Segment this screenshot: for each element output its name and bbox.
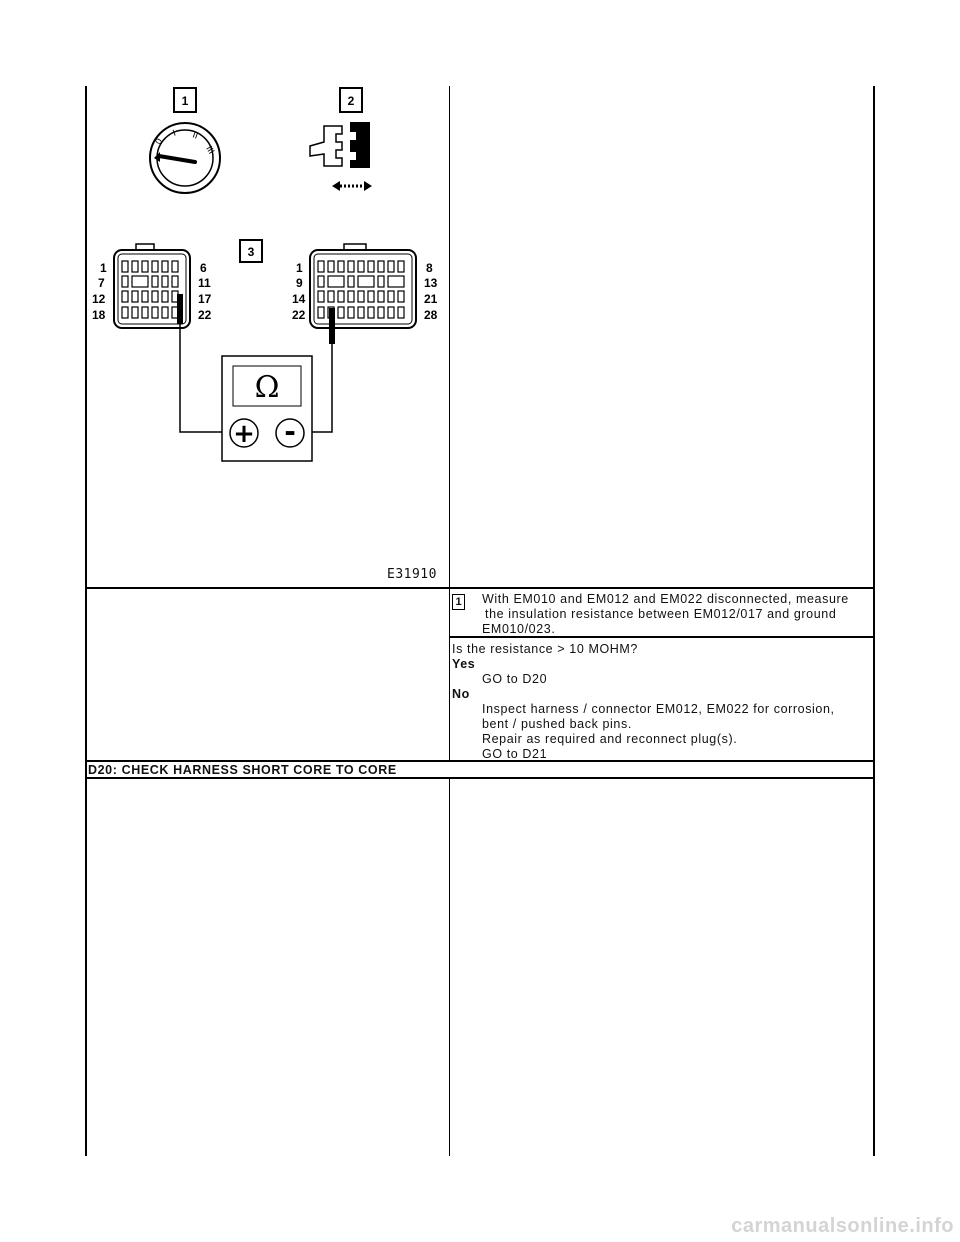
callout-box-2 [340,88,362,112]
step-line-2: the insulation resistance between EM012/017 and ground [485,607,837,621]
no-action-line-2: bent / pushed back pins. [482,717,632,731]
callout-3: 3 [247,245,255,259]
wiring-test-diagram [88,86,448,586]
step-number-box: 1 [452,594,465,610]
svg-text:I: I [171,127,178,138]
left-pin-17: 17 [198,292,212,306]
connector-disconnect-icon [310,122,372,191]
left-connector [114,244,190,328]
multimeter-icon [222,356,312,461]
callout-box-3 [240,240,262,262]
row-divider-figure [86,587,874,589]
right-pin-1: 1 [296,261,303,275]
right-pin-14: 14 [292,292,306,306]
left-pin-7: 7 [98,276,105,290]
right-pin-22: 22 [292,308,306,322]
right-connector [310,244,416,344]
callout-2: 2 [347,94,355,108]
right-pin-28: 28 [424,308,438,322]
left-pin-12: 12 [92,292,106,306]
column-divider-bottom [449,779,450,1156]
left-pin-22: 22 [198,308,212,322]
step-line-3: EM010/023. [482,622,556,636]
yes-label: Yes [452,657,476,671]
table-left-border [85,86,87,1156]
plus-symbol: + [233,419,255,449]
figure-reference-code: E31910 [387,567,437,582]
question-text: Is the resistance > 10 MOHM? [452,642,638,656]
table-right-border [873,86,875,1156]
left-pin-6: 6 [200,261,207,275]
callout-1: 1 [181,94,189,108]
minus-symbol: - [284,415,296,448]
right-pin-8: 8 [426,261,433,275]
step-line-1: With EM010 and EM012 and EM022 disconnected, measure [482,592,849,606]
svg-text:III: III [204,144,217,156]
site-watermark: carmanualsonline.info [731,1215,954,1237]
svg-text:0: 0 [153,136,165,146]
left-pin-18: 18 [92,308,106,322]
column-divider-top [449,86,450,761]
no-action-line-3: Repair as required and reconnect plug(s). [482,732,738,746]
section-heading: D20: CHECK HARNESS SHORT CORE TO CORE [88,763,397,777]
right-pin-13: 13 [424,276,438,290]
ohm-symbol: Ω [254,370,280,405]
no-label: No [452,687,470,701]
right-pin-9: 9 [296,276,303,290]
yes-action: GO to D20 [482,672,548,686]
ignition-switch-icon [150,123,220,193]
no-action-line-1: Inspect harness / connector EM012, EM022 for corrosion, [482,702,835,716]
svg-text:II: II [191,129,200,141]
left-pin-1: 1 [100,261,107,275]
no-action-line-4: GO to D21 [482,747,548,761]
left-pin-11: 11 [198,276,211,290]
right-pin-21: 21 [424,292,438,306]
row-divider-question [86,760,874,762]
callout-box-1 [174,88,196,112]
